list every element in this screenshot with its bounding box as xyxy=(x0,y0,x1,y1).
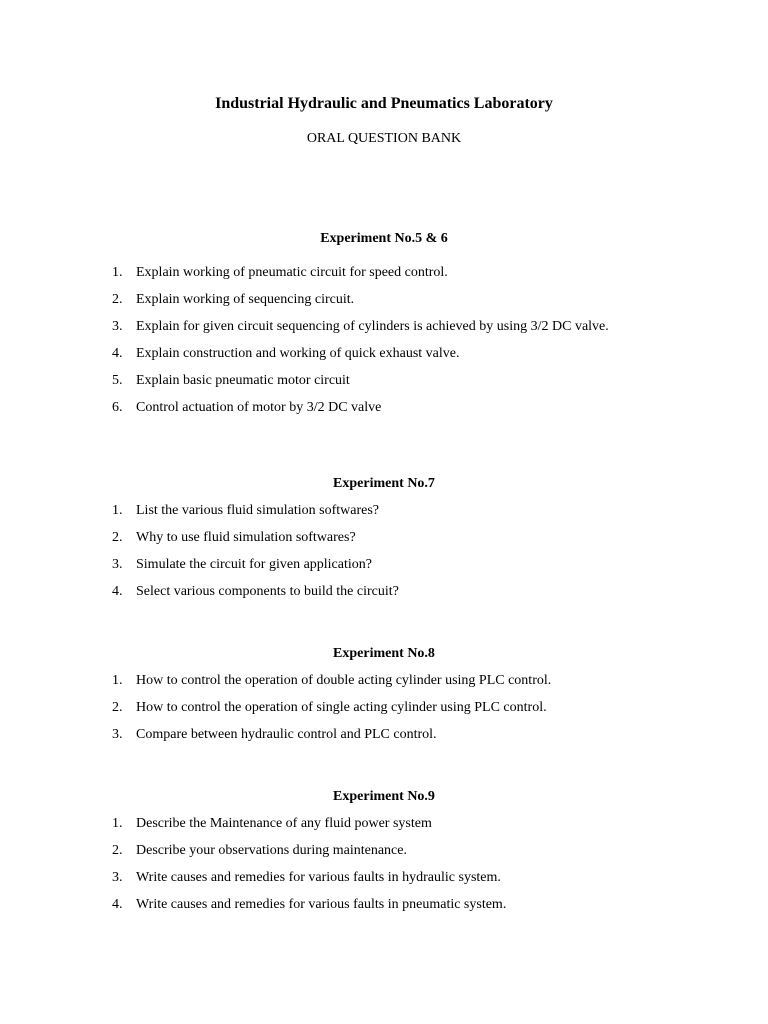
question-text: Explain for given circuit sequencing of cylinders is achieved by using 3/2 DC valve. xyxy=(136,319,609,334)
question-item xyxy=(0,815,768,842)
section-experiment-9 xyxy=(0,788,768,923)
question-item xyxy=(0,869,768,896)
section-heading: Experiment No.8 xyxy=(333,646,435,661)
question-text: Explain working of sequencing circuit. xyxy=(136,292,355,307)
question-item xyxy=(0,529,768,556)
question-number: 5. xyxy=(112,373,123,388)
question-item xyxy=(0,556,768,583)
question-text: Explain working of pneumatic circuit for speed control. xyxy=(136,265,448,280)
question-item xyxy=(0,726,768,753)
document-subtitle: ORAL QUESTION BANK xyxy=(306,131,462,146)
section-experiment-5-6 xyxy=(0,230,768,426)
question-item xyxy=(0,583,768,610)
question-text: Describe the Maintenance of any fluid power system xyxy=(136,816,432,831)
question-number: 1. xyxy=(112,673,123,688)
question-number: 3. xyxy=(112,870,123,885)
question-text: Explain construction and working of quick exhaust valve. xyxy=(136,346,460,361)
question-number: 2. xyxy=(112,843,123,858)
question-list xyxy=(0,264,768,426)
section-experiment-8 xyxy=(0,645,768,753)
section-heading: Experiment No.5 & 6 xyxy=(320,231,448,246)
question-item xyxy=(0,502,768,529)
question-text: Write causes and remedies for various faults in pneumatic system. xyxy=(136,897,507,912)
document-title: Industrial Hydraulic and Pneumatics Laboratory xyxy=(215,95,553,112)
question-item xyxy=(0,372,768,399)
question-number: 3. xyxy=(112,557,123,572)
question-item xyxy=(0,291,768,318)
question-item xyxy=(0,318,768,345)
question-item xyxy=(0,672,768,699)
question-number: 2. xyxy=(112,292,123,307)
question-item xyxy=(0,399,768,426)
question-number: 2. xyxy=(112,530,123,545)
question-item xyxy=(0,896,768,923)
question-item xyxy=(0,699,768,726)
question-text: Explain basic pneumatic motor circuit xyxy=(136,373,350,388)
question-number: 2. xyxy=(112,700,123,715)
question-text: How to control the operation of double acting cylinder using PLC control. xyxy=(136,673,552,688)
question-number: 4. xyxy=(112,897,123,912)
question-item xyxy=(0,264,768,291)
question-list xyxy=(0,502,768,610)
question-text: Simulate the circuit for given application? xyxy=(136,557,372,572)
question-number: 4. xyxy=(112,584,123,599)
question-text: Compare between hydraulic control and PLC control. xyxy=(136,727,437,742)
question-text: Select various components to build the circuit? xyxy=(136,584,399,599)
question-text: List the various fluid simulation softwares? xyxy=(136,503,380,518)
question-number: 3. xyxy=(112,727,123,742)
question-text: How to control the operation of single acting cylinder using PLC control. xyxy=(136,700,547,715)
question-list xyxy=(0,672,768,753)
question-number: 1. xyxy=(112,816,123,831)
question-number: 3. xyxy=(112,319,123,334)
question-number: 1. xyxy=(112,503,123,518)
question-list xyxy=(0,815,768,923)
section-experiment-7 xyxy=(0,475,768,610)
section-heading: Experiment No.7 xyxy=(333,476,435,491)
question-number: 4. xyxy=(112,346,123,361)
question-text: Control actuation of motor by 3/2 DC valve xyxy=(136,400,382,415)
question-number: 1. xyxy=(112,265,123,280)
question-item xyxy=(0,842,768,869)
question-text: Why to use fluid simulation softwares? xyxy=(136,530,356,545)
question-item xyxy=(0,345,768,372)
section-heading: Experiment No.9 xyxy=(333,789,435,804)
question-number: 6. xyxy=(112,400,123,415)
question-text: Write causes and remedies for various faults in hydraulic system. xyxy=(136,870,501,885)
question-text: Describe your observations during maintenance. xyxy=(136,843,407,858)
